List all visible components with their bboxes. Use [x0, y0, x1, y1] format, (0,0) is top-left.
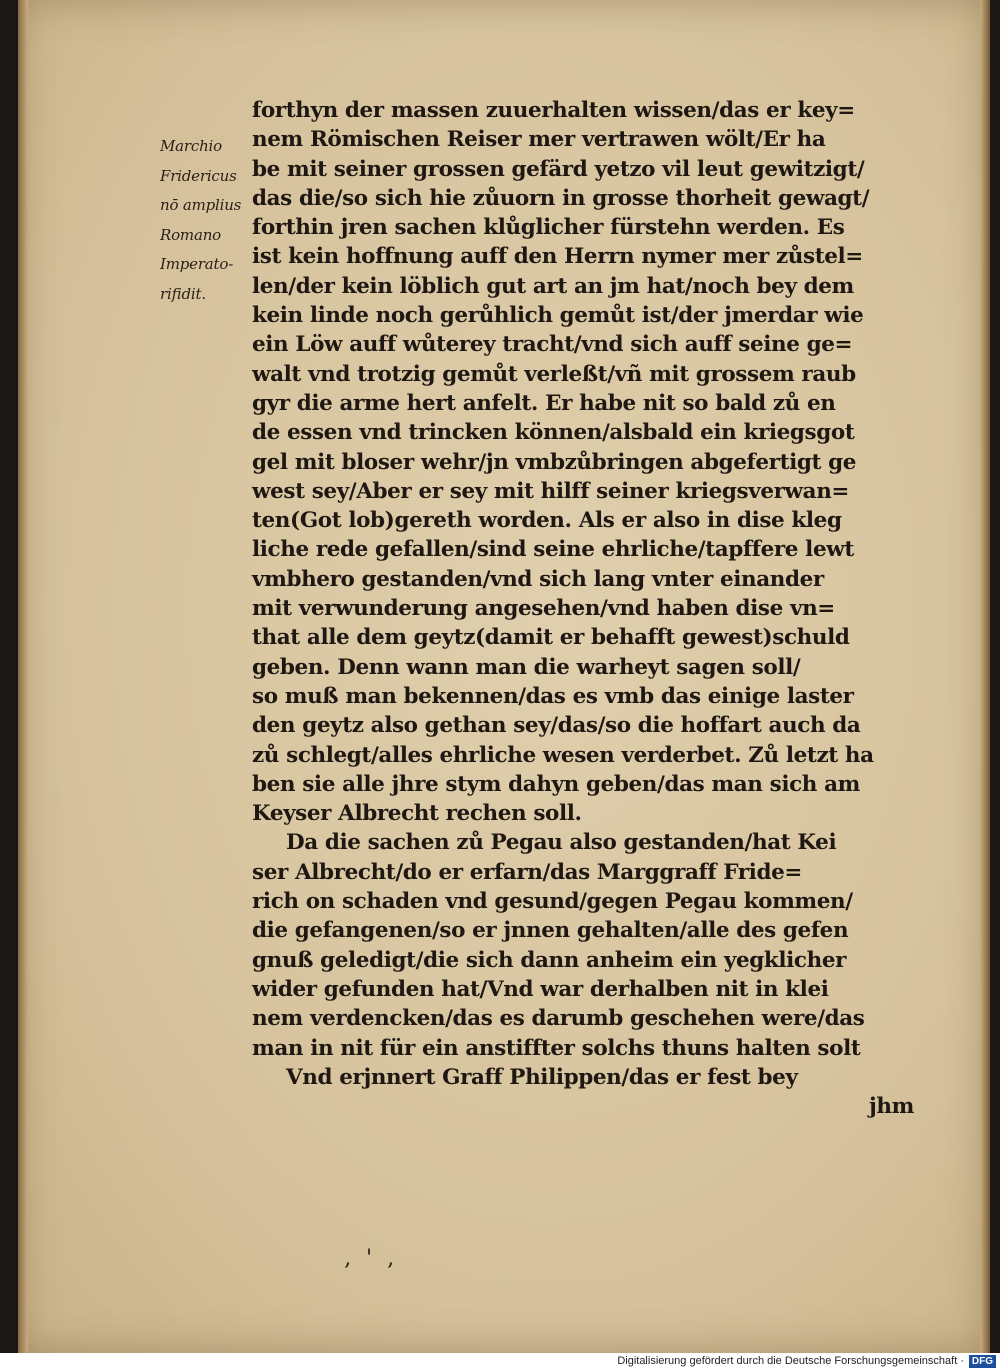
- text-line: forthyn der massen zuuerhalten wissen/das er key=: [252, 98, 855, 123]
- text-line: nem verdencken/das es darumb geschehen were/das: [252, 1006, 865, 1032]
- text-line: west sey/Aber er sey mit hilff seiner kriegsverwan=: [252, 478, 850, 504]
- text-line: geben. Denn wann man die warheyt sagen soll/: [252, 654, 801, 680]
- text-line: ten(Got lob)gereth worden. Als er also in dise kleg: [252, 508, 842, 534]
- dfg-logo: DFG: [969, 1355, 996, 1368]
- margin-note: Marchio: [160, 137, 222, 155]
- text-line: man in nit für ein anstiffter solchs thuns halten solt: [252, 1035, 861, 1061]
- page-left-edge: [18, 0, 28, 1353]
- margin-note: rifidit.: [160, 284, 206, 303]
- text-line: that alle dem geytz(damit er behafft gewest)schuld: [252, 625, 850, 651]
- footer-credit: Digitalisierung gefördert durch die Deutsche Forschungsgemeinschaft ·: [617, 1355, 964, 1367]
- text-line: len/der kein löblich gut art an jm hat/noch bey dem: [252, 273, 854, 299]
- text-line: de essen vnd trincken können/alsbald ein kriegsgot: [252, 420, 855, 446]
- text-line: mit verwunderung angesehen/vnd haben dise vn=: [252, 596, 835, 622]
- text-line: vmbhero gestanden/vnd sich lang vnter einander: [252, 566, 824, 592]
- margin-note: Romano: [160, 225, 221, 244]
- margin-notes: [160, 132, 256, 309]
- text-line: walt vnd trotzig gemůt verleßt/vñ mit grossem raub: [252, 361, 856, 387]
- margin-note: nō amplius: [160, 196, 242, 214]
- text-line: Keyser Albrecht rechen soll.: [252, 801, 582, 827]
- text-line: wider gefunden hat/Vnd war derhalben nit in klei: [252, 976, 829, 1002]
- text-line: den geytz also gethan sey/das/so die hoffart auch da: [252, 713, 861, 739]
- text-line: ben sie alle jhre stym dahyn geben/das man sich am: [252, 771, 860, 797]
- text-line: forthin jren sachen klůglicher fürstehn werden. Es: [252, 215, 845, 241]
- text-line: nem Römischen Reiser mer vertrawen wölt/Er ha: [252, 127, 826, 153]
- margin-note: Imperato-: [160, 255, 234, 273]
- text-line: das die/so sich hie zůuorn in grosse thorheit gewagt/: [252, 185, 870, 211]
- text-line: kein linde noch gerůhlich gemůt ist/der jmerdar wie: [252, 303, 864, 329]
- text-line: ist kein hoffnung auff den Herrn nymer mer zůstel=: [252, 244, 863, 270]
- page-right-edge: [980, 0, 990, 1353]
- text-line: gel mit bloser wehr/jn vmbzůbringen abgefertigt ge: [252, 449, 857, 475]
- text-line: Da die sachen zů Pegau also gestanden/hat Kei: [286, 830, 837, 856]
- text-line: so muß man bekennen/das es vmb das einige laster: [252, 683, 854, 709]
- text-line: die gefangenen/so er jnnen gehalten/alle des gefen: [252, 918, 849, 944]
- text-line: gnuß geledigt/die sich dann anheim ein yegklicher: [252, 947, 847, 973]
- text-line: gyr die arme hert anfelt. Er habe nit so bald zů en: [252, 390, 836, 416]
- text-line: zů schlegt/alles ehrliche wesen verderbet. Zů letzt ha: [252, 742, 874, 768]
- text-line: ser Albrecht/do er erfarn/das Marggraff Fride=: [252, 859, 802, 885]
- text-line: be mit seiner grossen gefärd yetzo vil leut gewitzigt/: [252, 156, 865, 182]
- main-text: [252, 96, 932, 1121]
- text-line: ein Löw auff wůterey tracht/vnd sich auff seine ge=: [252, 332, 853, 358]
- text-line: liche rede gefallen/sind seine ehrliche/tapffere lewt: [252, 537, 854, 563]
- catchword: jhm: [869, 1094, 914, 1120]
- signature-marks: ‚ ' ‚: [344, 1246, 399, 1271]
- text-line: rich on schaden vnd gesund/gegen Pegau kommen/: [252, 889, 853, 915]
- margin-note: Fridericus: [160, 166, 237, 185]
- text-line: Vnd erjnnert Graff Philippen/das er fest bey: [286, 1064, 798, 1090]
